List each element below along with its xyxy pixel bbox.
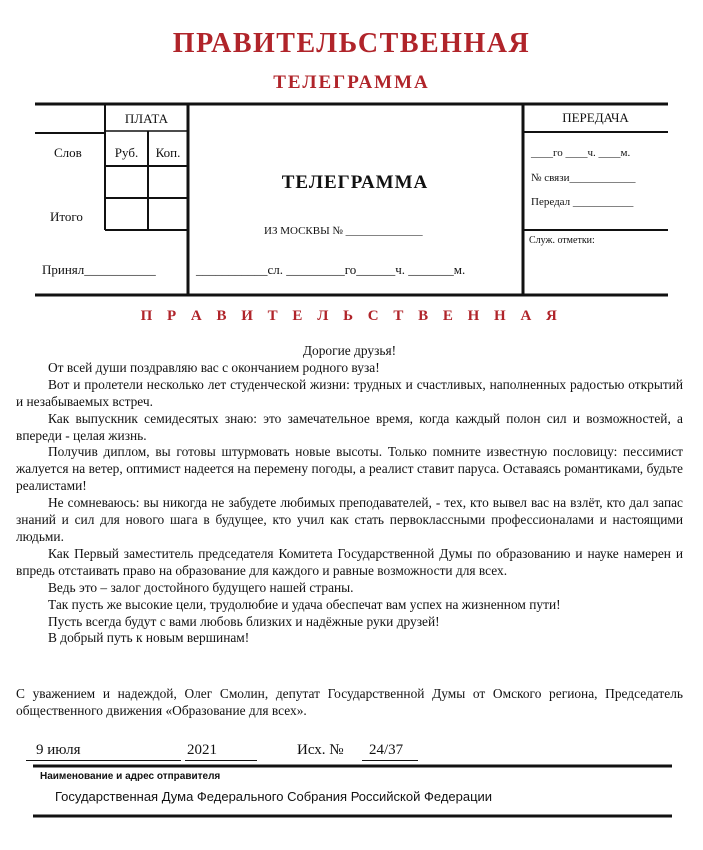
itogo-label: Итого [50,209,83,224]
kop-label: Коп. [155,145,181,160]
paragraph: Не сомневаюсь: вы никогда не забудете любимых преподавателей, - тех, кто вывел вас на взлёт, кто дал запас знаний и сил для нового шага в будущее, кто учил как стать первоклассными профессионалами и настоящими людьми. [16,495,683,544]
paragraph: Ведь это – залог достойного будущего нашей страны. [48,579,354,595]
paragraph: В добрый путь к новым вершинам! [48,630,250,646]
peredal-line: Передал ___________ [531,196,634,208]
out-number: 24/37 [369,742,404,758]
date-day-underline [26,760,181,761]
paragraph: Вот и пролетели несколько лет студенческой жизни: трудных и счастливых, наполненных радостью открытий и незабываемых встреч. [16,376,683,409]
out-number-underline [362,760,418,761]
slov-label: Слов [54,145,82,160]
title-main: ПРАВИТЕЛЬСТВЕННАЯ [172,28,531,59]
paragraph: От всей души поздравляю вас с окончанием родного вуза! [48,359,380,375]
date-year: 2021 [187,742,217,758]
paragraph: Как Первый заместитель председателя Комитета Государственной Думы по образованию и науке намерен и впредь отстаивать право на образование для каждого и равные возможности для всех. [16,545,683,578]
center-bottom-line: ___________сл. _________го______ч. _______м. [196,262,466,277]
plata-label: ПЛАТА [124,111,169,126]
date-day: 9 июля [36,742,81,758]
paragraph: Пусть всегда будут с вами любовь близких и надёжные руки друзей! [48,613,440,629]
letter-body [16,343,683,647]
time-line: ____го ____ч. ____м. [531,147,631,159]
svyazi-line: № связи____________ [531,172,636,184]
title-sub: ТЕЛЕГРАММА [273,72,430,93]
rub-label: Руб. [114,145,139,160]
greeting: Дорогие друзья! [302,343,397,358]
telegram-title: ТЕЛЕГРАММА [281,172,429,193]
sender-label: Наименование и адрес отправителя [40,771,221,782]
prinyal-label: Принял___________ [42,262,156,277]
date-year-underline [185,760,257,761]
paragraph: Получив диплом, вы готовы штурмовать новые высоты. Только помните известную пословицу: пессимист жалуется на ветер, оптимист надеется на перемену погоды, а реалист ставит паруса. Оставаясь романтиками, будьте реалистами! [16,444,683,494]
paragraph: Как выпускник семидесятых знаю: это замечательное время, когда каждый полон сил и возможностей, а впереди - целая жизнь. [16,410,683,443]
from-moscow: ИЗ МОСКВЫ № ______________ [264,225,423,237]
peredacha-label: ПЕРЕДАЧА [562,110,629,125]
out-label: Исх. № [297,742,344,758]
paragraph: Так пусть же высокие цели, трудолюбие и удача обеспечат вам успех на жизненном пути! [48,596,561,612]
sender-name: Государственная Дума Федерального Собрания Российской Федерации [55,789,493,804]
sluzh-label: Служ. отметки: [529,235,595,246]
footer-title: П Р А В И Т Е Л Ь С Т В Е Н Н А Я [140,308,563,324]
signature: С уважением и надеждой, Олег Смолин, депутат Государственной Думы от Омского региона, Председатель общественного движения «Образование для всех». [16,686,683,718]
